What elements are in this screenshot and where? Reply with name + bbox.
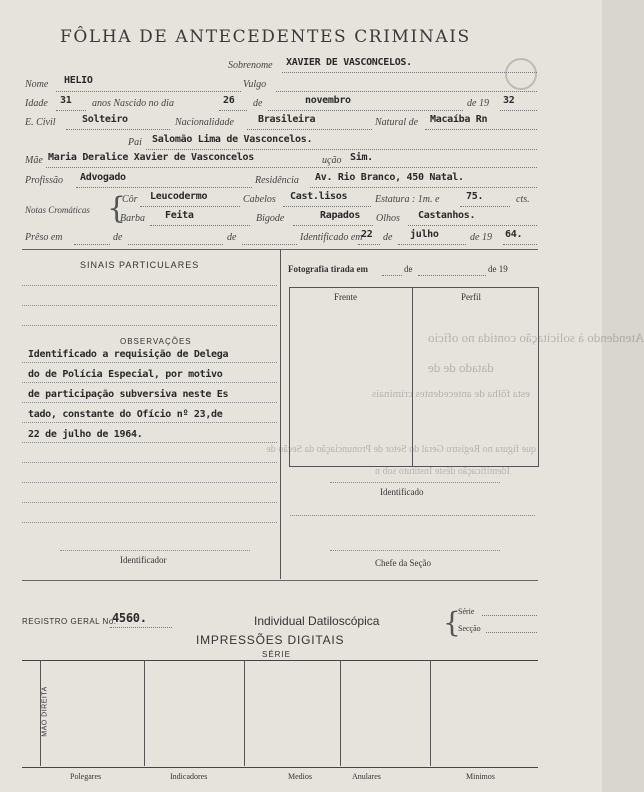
- impressoes-heading: IMPRESSÕES DIGITAIS: [196, 633, 345, 647]
- secao-label: Secção: [458, 624, 481, 633]
- obs-line: 22 de julho de 1964.: [28, 429, 143, 440]
- label-instrucao: ução: [322, 155, 342, 166]
- label-profissao: Profissão: [25, 175, 63, 186]
- value-ecivil: Solteiro: [82, 114, 128, 125]
- obs-line: Identificado a requisição de Delega: [28, 349, 229, 360]
- label-mae: Mãe: [25, 155, 43, 166]
- label-olhos: Olhos: [376, 213, 400, 224]
- value-cabelos: Cast.lisos: [290, 191, 348, 202]
- label-anos-nascido: anos Nascido no dia: [92, 98, 174, 109]
- value-sobrenome: XAVIER DE VASCONCELOS.: [286, 57, 412, 68]
- label-pai: Pai: [128, 137, 142, 148]
- value-olhos: Castanhos.: [418, 210, 476, 221]
- label-de-1: de: [253, 98, 263, 109]
- identificado-label: Identificado: [380, 487, 424, 497]
- value-identificado-ano: 64.: [505, 229, 523, 240]
- ghost-line: Identificação dêste Instituto sob n: [375, 466, 510, 477]
- finger-label: Medios: [288, 772, 312, 781]
- finger-label: Polegares: [70, 772, 102, 781]
- foto-heading-b: de: [404, 264, 413, 274]
- label-identificado-em: Identificado em: [300, 232, 363, 243]
- value-ano: 32: [503, 95, 515, 106]
- label-natural: Natural de: [375, 117, 419, 128]
- value-residencia: Av. Rio Branco, 450 Natal.: [315, 172, 464, 183]
- photo-frente-label: Frente: [334, 292, 357, 302]
- label-idade: Idade: [25, 98, 48, 109]
- value-idade: 31: [60, 95, 72, 106]
- label-nome: Nome: [25, 79, 49, 90]
- obs-line: tado, constante do Ofício nº 23,de: [28, 409, 223, 420]
- value-nacionalidade: Brasileira: [258, 114, 316, 125]
- finger-label: Minimos: [466, 772, 495, 781]
- chefe-secao-label: Chefe da Seção: [375, 558, 431, 568]
- value-barba: Feita: [165, 210, 194, 221]
- observacoes-heading: OBSERVAÇÕES: [120, 337, 192, 346]
- label-de-6: de 19: [470, 232, 492, 243]
- label-de-3: de: [113, 232, 123, 243]
- individual-datiloscopica: Individual Datiloscópica: [254, 614, 380, 628]
- label-cor: Côr: [122, 194, 138, 205]
- label-cabelos: Cabelos: [243, 194, 276, 205]
- label-de-5: de: [383, 232, 393, 243]
- value-instrucao: Sim.: [350, 152, 373, 163]
- stamp-emblem: [505, 58, 537, 90]
- identificador-label: Identificador: [120, 555, 167, 565]
- label-barba: Barba: [120, 213, 145, 224]
- obs-line: de participação subversiva neste Es: [28, 389, 229, 400]
- label-cts: cts.: [516, 194, 530, 205]
- obs-line: do de Polícia Especial, por motivo: [28, 369, 223, 380]
- sinais-heading: SINAIS PARTICULARES: [80, 260, 200, 270]
- label-preso-em: Prêso em: [25, 232, 63, 243]
- label-nacionalidade: Nacionalidade: [175, 117, 234, 128]
- label-sobrenome: Sobrenome: [228, 60, 273, 71]
- photo-box: [266, 287, 539, 467]
- label-estatura: Estatura : 1m. e: [375, 194, 440, 205]
- ghost-line: esta fôlha de antecedentes criminais: [371, 388, 530, 400]
- value-bigode: Rapados: [320, 210, 361, 221]
- value-identificado-mes: julho: [410, 229, 439, 240]
- label-vulgo: Vulgo: [243, 79, 267, 90]
- label-de-2: de 19: [467, 98, 489, 109]
- finger-label: Indicadores: [170, 772, 208, 781]
- registro-geral-label: REGISTRO GERAL No.: [22, 617, 117, 626]
- ghost-line: datado de de: [428, 360, 494, 375]
- finger-label: Anulares: [352, 772, 381, 781]
- foto-heading-c: de 19: [488, 264, 508, 274]
- value-cor: Leucodermo: [150, 191, 208, 202]
- label-de-4: de: [227, 232, 237, 243]
- registro-geral-value: 4560.: [112, 611, 147, 625]
- fingerprint-grid: [22, 660, 538, 768]
- serie-heading: SÉRIE: [262, 650, 292, 659]
- mao-direita-label: MÃO DIREITA: [41, 686, 49, 737]
- value-mes: novembro: [305, 95, 351, 106]
- label-ecivil: E. Civil: [25, 117, 56, 128]
- value-natural: Macaíba Rn: [430, 114, 488, 125]
- serie-label: Série: [458, 607, 475, 616]
- value-pai: Salomão Lima de Vasconcelos.: [152, 134, 313, 145]
- serie-brace-icon: {: [443, 606, 461, 639]
- value-mae: Maria Deralice Xavier de Vasconcelos: [48, 152, 254, 163]
- photo-perfil-label: Perfil: [461, 292, 481, 302]
- label-notas-cromaticas: Notas Cromáticas: [25, 205, 90, 215]
- value-nome: HELIO: [64, 75, 93, 86]
- value-estatura: 75.: [466, 191, 484, 202]
- ghost-line: que figura no Registro Geral do Setor de Pronunciação da Seção de: [266, 444, 536, 455]
- label-residencia: Residência: [255, 175, 299, 186]
- brace-icon: {: [107, 191, 127, 226]
- foto-heading-a: Fotografia tirada em: [288, 264, 368, 274]
- value-profissao: Advogado: [80, 172, 126, 183]
- ghost-line: Atendendo à solicitação contida no ofício: [428, 330, 644, 345]
- label-bigode: Bigode: [256, 213, 285, 224]
- form-title: FÔLHA DE ANTECEDENTES CRIMINAIS: [60, 27, 471, 47]
- value-dia: 26: [223, 95, 235, 106]
- value-identificado-dia: 22: [361, 229, 373, 240]
